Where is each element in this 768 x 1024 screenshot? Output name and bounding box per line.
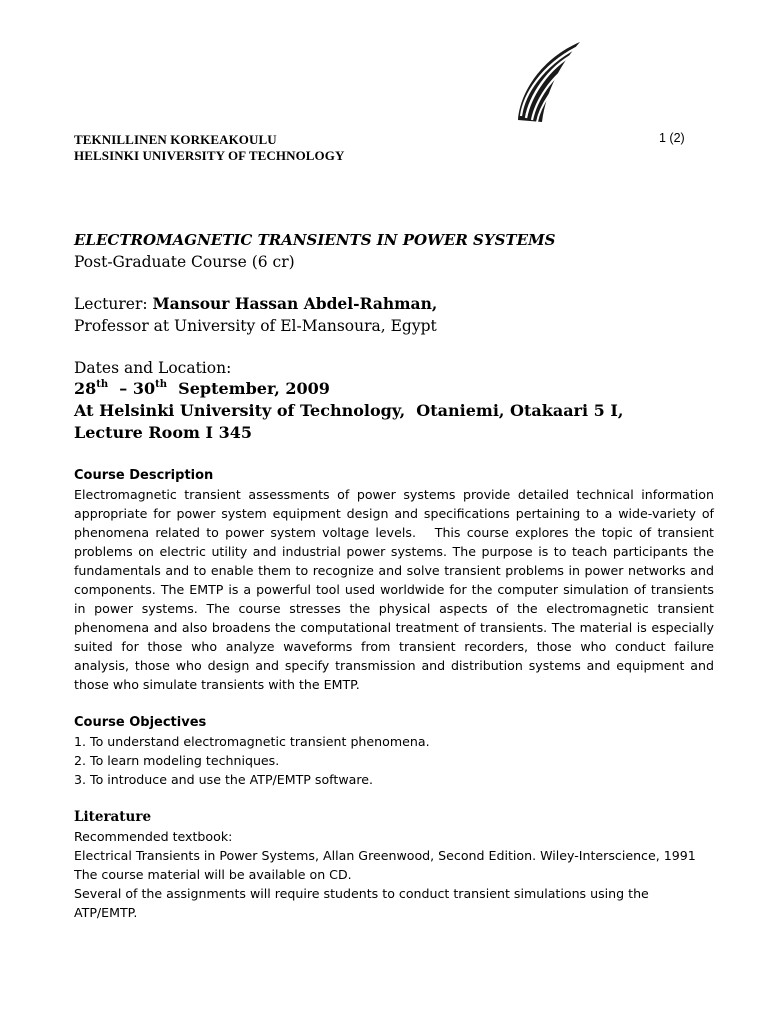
end-day-suffix: th	[155, 378, 168, 390]
objective-item: 2. To learn modeling techniques.	[74, 753, 280, 768]
description-line: suited for those who analyze waveforms from transient recorders, those who conduct failure	[74, 639, 714, 654]
location-line-1: At Helsinki University of Technology, Otaniemi, Otakaari 5 I,	[74, 401, 624, 420]
start-day-suffix: th	[96, 378, 109, 390]
institution-name-english: HELSINKI UNIVERSITY OF TECHNOLOGY	[74, 148, 345, 163]
course-dates	[74, 378, 330, 400]
objective-item: 1. To understand electromagnetic transient phenomena.	[74, 734, 430, 749]
lecturer-name: Mansour Hassan Abdel-Rahman,	[152, 294, 438, 313]
date-separator: – 30	[108, 379, 156, 398]
literature-line: Several of the assignments will require students to conduct transient simulations using the	[74, 886, 649, 901]
page-number: 1 (2)	[659, 131, 685, 145]
course-body	[74, 466, 714, 922]
start-day: 28	[74, 379, 97, 398]
course-description-text	[74, 485, 714, 694]
literature-line: Electrical Transients in Power Systems, Allan Greenwood, Second Edition. Wiley-Interscience, 1991	[74, 848, 696, 863]
course-description-heading: Course Description	[74, 468, 214, 483]
literature-heading: Literature	[74, 809, 152, 825]
lecturer-position: Professor at University of El-Mansoura, Egypt	[74, 317, 437, 335]
description-line: problems on electric utility and industrial power systems. The purpose is to teach participants the	[74, 544, 714, 559]
lecturer-line	[74, 293, 437, 315]
university-logo-icon	[512, 40, 582, 124]
month-year: September, 2009	[167, 379, 330, 398]
course-objectives-heading: Course Objectives	[74, 715, 207, 730]
description-line: analysis, those who design and specify transmission and distribution systems and equipment and	[74, 658, 714, 673]
objective-item: 3. To introduce and use the ATP/EMTP software.	[74, 772, 373, 787]
literature-line: The course material will be available on CD.	[74, 867, 352, 882]
description-line: phenomena and also broadens the computational treatment of transients. The material is especially	[74, 620, 714, 635]
description-line: in power systems. The course stresses the physical aspects of the electromagnetic transient	[74, 601, 714, 616]
description-line: Electromagnetic transient assessments of power systems provide detailed technical information	[74, 487, 714, 502]
institution-name-finnish: TEKNILLINEN KORKEAKOULU	[74, 132, 277, 147]
dates-label: Dates and Location:	[74, 359, 232, 377]
description-line: components. The EMTP is a powerful tool used worldwide for the computer simulation of transients	[74, 582, 714, 597]
location-line-2: Lecture Room I 345	[74, 423, 252, 442]
course-subtitle: Post-Graduate Course (6 cr)	[74, 253, 295, 271]
description-line: fundamentals and to enable them to recognize and solve transient problems in power networks and	[74, 563, 714, 578]
description-line: phenomena related to power system voltage levels. This course explores the topic of transient	[74, 525, 714, 540]
description-line: appropriate for power system equipment design and specifications pertaining to a wide-variety of	[74, 506, 714, 521]
course-title: ELECTROMAGNETIC TRANSIENTS IN POWER SYSTEMS	[74, 231, 556, 249]
literature-line: Recommended textbook:	[74, 829, 233, 844]
description-line: those who simulate transients with the EMTP.	[74, 677, 360, 692]
literature-line: ATP/EMTP.	[74, 905, 138, 920]
lecturer-label: Lecturer:	[74, 295, 153, 313]
